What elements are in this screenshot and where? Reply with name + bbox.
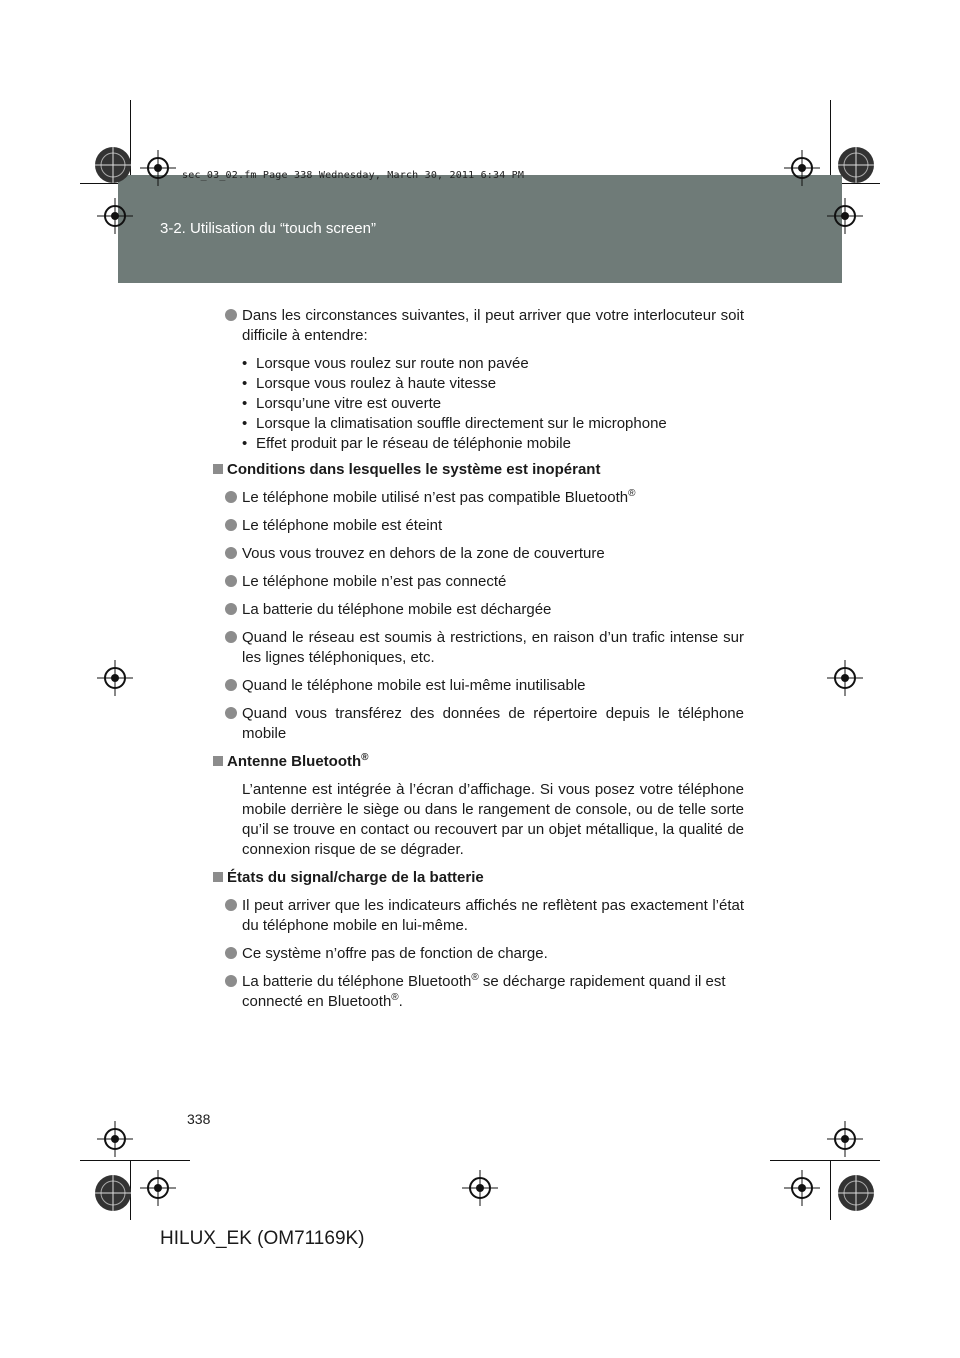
- paragraph: L’antenne est intégrée à l’écran d’affichage. Si vous posez votre téléphone mobile derrière le siège ou dans le rangement de console, ou de telle sorte qu’il se trouve en contact ou recouvert par un objet métallique, la qualité de connexion risque de se dégrader.: [242, 781, 744, 858]
- bullet-dot-icon: [225, 679, 237, 691]
- registered-mark: ®: [471, 972, 479, 983]
- bullet-item: [212, 488, 744, 508]
- square-bullet-icon: [213, 464, 223, 474]
- crop-line: [830, 1160, 831, 1220]
- registered-mark: ®: [391, 992, 399, 1003]
- square-bullet-icon: [213, 756, 223, 766]
- bullet-dot-icon: [225, 947, 237, 959]
- bullet-dot-icon: [225, 899, 237, 911]
- bullet-text: Dans les circonstances suivantes, il peut arriver que votre interlocuteur soit difficile à entendre:: [242, 307, 744, 344]
- crosshair-icon: [827, 1121, 863, 1157]
- bullet-item: [212, 572, 744, 592]
- bullet-dot-icon: [225, 603, 237, 615]
- heading-text: États du signal/charge de la batterie: [227, 869, 484, 886]
- sub-list: [212, 354, 744, 454]
- bullet-item: [212, 628, 744, 668]
- bullet-dot-icon: [225, 575, 237, 587]
- square-bullet-icon: [213, 872, 223, 882]
- bullet-text: Quand le téléphone mobile est lui-même inutilisable: [242, 677, 586, 694]
- registration-mark-icon: [836, 145, 876, 185]
- model-code: HILUX_EK (OM71169K): [160, 1228, 365, 1249]
- sub-item: • Lorsque la climatisation souffle directement sur le microphone: [242, 415, 667, 432]
- crop-line: [80, 1160, 190, 1161]
- bullet-text: La batterie du téléphone Bluetooth: [242, 973, 472, 990]
- crosshair-icon: [97, 660, 133, 696]
- bullet-item: [212, 704, 744, 744]
- bullet-item: [212, 306, 744, 346]
- crosshair-icon: [140, 1170, 176, 1206]
- bullet-text: Quand vous transférez des données de répertoire depuis le téléphone mobile: [242, 705, 744, 742]
- crosshair-icon: [97, 198, 133, 234]
- bullet-dot-icon: [225, 975, 237, 987]
- crosshair-icon: [140, 150, 176, 186]
- crosshair-icon: [784, 150, 820, 186]
- bullet-text: Ce système n’offre pas de fonction de charge.: [242, 945, 548, 962]
- sub-item: • Lorsqu’une vitre est ouverte: [242, 395, 442, 412]
- sub-item-text: Lorsque vous roulez à haute vitesse: [256, 375, 497, 392]
- file-stamp: sec_03_02.fm Page 338 Wednesday, March 30, 2011 6:34 PM: [182, 170, 525, 181]
- section-title: 3-2. Utilisation du “touch screen”: [160, 220, 376, 237]
- sub-item-text: Lorsqu’une vitre est ouverte: [256, 395, 442, 412]
- bullet-dot-icon: [225, 631, 237, 643]
- bullet-text: se décharge rapidement quand il est connecté en Bluetooth: [242, 973, 726, 1010]
- sub-item: • Effet produit par le réseau de téléphonie mobile: [242, 435, 571, 452]
- bullet-text: Le téléphone mobile est éteint: [242, 517, 443, 534]
- bullet-text: Quand le réseau est soumis à restrictions, en raison d’un trafic intense sur les lignes téléphoniques, etc.: [242, 629, 744, 666]
- crosshair-icon: [97, 1121, 133, 1157]
- registration-mark-icon: [93, 1173, 133, 1213]
- crosshair-icon: [784, 1170, 820, 1206]
- page-content: [212, 306, 744, 1020]
- registration-mark-icon: [836, 1173, 876, 1213]
- bullet-item: [212, 676, 744, 696]
- heading-text: Antenne Bluetooth: [227, 753, 362, 770]
- sub-item-text: Lorsque vous roulez sur route non pavée: [256, 355, 529, 372]
- bullet-dot-icon: [225, 547, 237, 559]
- crosshair-icon: [462, 1170, 498, 1206]
- sub-item: • Lorsque vous roulez à haute vitesse: [242, 375, 497, 392]
- registered-mark: ®: [361, 752, 369, 763]
- registration-mark-icon: [93, 145, 133, 185]
- bullet-text: Il peut arriver que les indicateurs affichés ne reflètent pas exactement l’état du téléphone mobile en lui-même.: [242, 897, 744, 934]
- crosshair-icon: [827, 660, 863, 696]
- bullet-item: [212, 944, 744, 964]
- bullet-text: Le téléphone mobile utilisé n’est pas compatible Bluetooth: [242, 489, 629, 506]
- bullet-item: [212, 600, 744, 620]
- bullet-item: [212, 972, 744, 1012]
- crosshair-icon: [827, 198, 863, 234]
- crop-line: [770, 1160, 880, 1161]
- registered-mark: ®: [628, 488, 636, 499]
- bullet-text: Vous vous trouvez en dehors de la zone de couverture: [242, 545, 605, 562]
- bullet-dot-icon: [225, 707, 237, 719]
- sub-item: • Lorsque vous roulez sur route non pavée: [242, 355, 529, 372]
- sub-item-text: Lorsque la climatisation souffle directement sur le microphone: [256, 415, 667, 432]
- sub-item-text: Effet produit par le réseau de téléphonie mobile: [256, 435, 571, 452]
- bullet-dot-icon: [225, 491, 237, 503]
- bullet-text: .: [398, 993, 403, 1010]
- page-number: 338: [187, 1111, 211, 1127]
- section-heading: [212, 868, 744, 888]
- bullet-item: [212, 516, 744, 536]
- bullet-item: [212, 896, 744, 936]
- bullet-text: Le téléphone mobile n’est pas connecté: [242, 573, 507, 590]
- bullet-text: La batterie du téléphone mobile est déchargée: [242, 601, 552, 618]
- bullet-item: [212, 544, 744, 564]
- section-heading: [212, 752, 744, 772]
- heading-text: Conditions dans lesquelles le système est inopérant: [227, 461, 601, 478]
- bullet-dot-icon: [225, 309, 237, 321]
- section-heading: [212, 460, 744, 480]
- bullet-dot-icon: [225, 519, 237, 531]
